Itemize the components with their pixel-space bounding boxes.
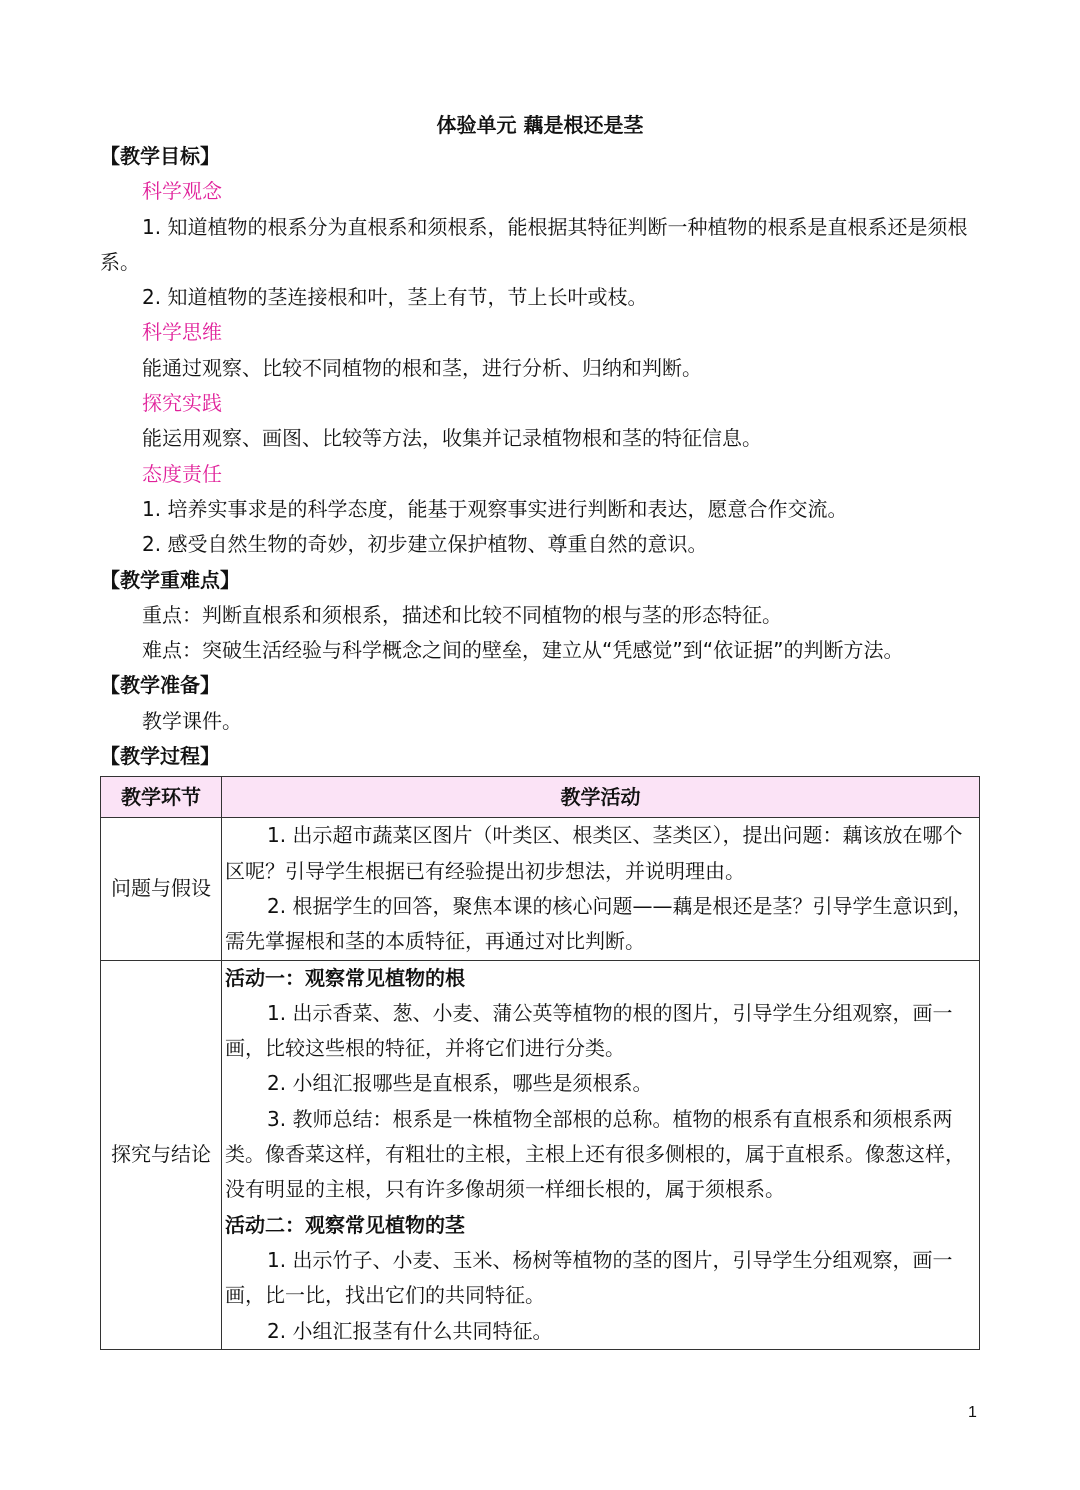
subheading-practice: 探究实践 — [142, 391, 222, 416]
section-heading-objectives: 【教学目标】 — [100, 144, 220, 168]
subheading-thinking: 科学思维 — [142, 320, 222, 345]
stage-cell: 探究与结论 — [101, 960, 222, 1349]
header-stage: 教学环节 — [101, 777, 222, 818]
section-heading-preparation: 【教学准备】 — [100, 673, 220, 698]
header-activity: 教学活动 — [222, 777, 980, 818]
objective-concept-1: 1. 知道植物的根系分为直根系和须根系，能根据其特征判断一种植物的根系是直根系还是须根系。 — [100, 214, 968, 274]
subheading-concept: 科学观念 — [142, 179, 222, 204]
activity-cell — [222, 960, 980, 1349]
activity-title: 活动一：观察常见植物的根 — [225, 965, 465, 990]
preparation-text: 教学课件。 — [142, 708, 242, 733]
document-title: 体验单元 藕是根还是茎 — [436, 113, 644, 137]
stage-cell: 问题与假设 — [101, 818, 222, 960]
activity-title: 活动二：观察常见植物的茎 — [225, 1212, 465, 1237]
objective-practice-1: 能运用观察、画图、比较等方法，收集并记录植物根和茎的特征信息。 — [142, 426, 762, 451]
activity-paragraph: 1. 出示竹子、小麦、玉米、杨树等植物的茎的图片，引导学生分组观察，画一画，比一比，找出它们的共同特征。 — [225, 1247, 953, 1308]
objective-concept-2: 2. 知道植物的茎连接根和叶，茎上有节，节上长叶或枝。 — [142, 285, 648, 310]
process-table — [100, 776, 980, 1349]
subheading-attitude: 态度责任 — [142, 461, 222, 486]
table-row — [101, 818, 980, 960]
table-row — [101, 960, 980, 1349]
activity-paragraph: 2. 根据学生的回答，聚焦本课的核心问题——藕是根还是茎？引导学生意识到，需先掌握根和茎的本质特征，再通过对比判断。 — [225, 893, 973, 954]
section-heading-key-points: 【教学重难点】 — [100, 567, 240, 592]
activity-paragraph: 1. 出示超市蔬菜区图片（叶类区、根类区、茎类区），提出问题：藕该放在哪个区呢？引导学生根据已有经验提出初步想法，并说明理由。 — [225, 823, 963, 883]
document-body — [100, 139, 985, 1350]
activity-paragraph: 2. 小组汇报茎有什么共同特征。 — [267, 1318, 553, 1343]
activity-paragraph: 3. 教师总结：根系是一株植物全部根的总称。植物的根系有直根系和须根系两类。像香菜这样，有粗壮的主根，主根上还有很多侧根的，属于直根系。像葱这样，没有明显的主根，只有许多像胡须一样细长根的，属于须根系。 — [225, 1106, 965, 1202]
key-point-text: 重点：判断直根系和须根系，描述和比较不同植物的根与茎的形态特征。 — [142, 602, 782, 627]
section-heading-process: 【教学过程】 — [100, 744, 220, 769]
activity-cell — [222, 818, 980, 960]
activity-paragraph: 1. 出示香菜、葱、小麦、蒲公英等植物的根的图片，引导学生分组观察，画一画，比较这些根的特征，并将它们进行分类。 — [225, 1000, 953, 1061]
table-header-row — [101, 777, 980, 818]
page-number: 1 — [968, 1404, 977, 1421]
objective-attitude-2: 2. 感受自然生物的奇妙，初步建立保护植物、尊重自然的意识。 — [142, 532, 708, 557]
difficult-point-text: 难点：突破生活经验与科学概念之间的壁垒，建立从“凭感觉”到“依证据”的判断方法。 — [142, 638, 904, 663]
objective-attitude-1: 1. 培养实事求是的科学态度，能基于观察事实进行判断和表达，愿意合作交流。 — [142, 496, 848, 521]
activity-paragraph: 2. 小组汇报哪些是直根系，哪些是须根系。 — [267, 1071, 653, 1096]
objective-thinking-1: 能通过观察、比较不同植物的根和茎，进行分析、归纳和判断。 — [142, 355, 702, 380]
